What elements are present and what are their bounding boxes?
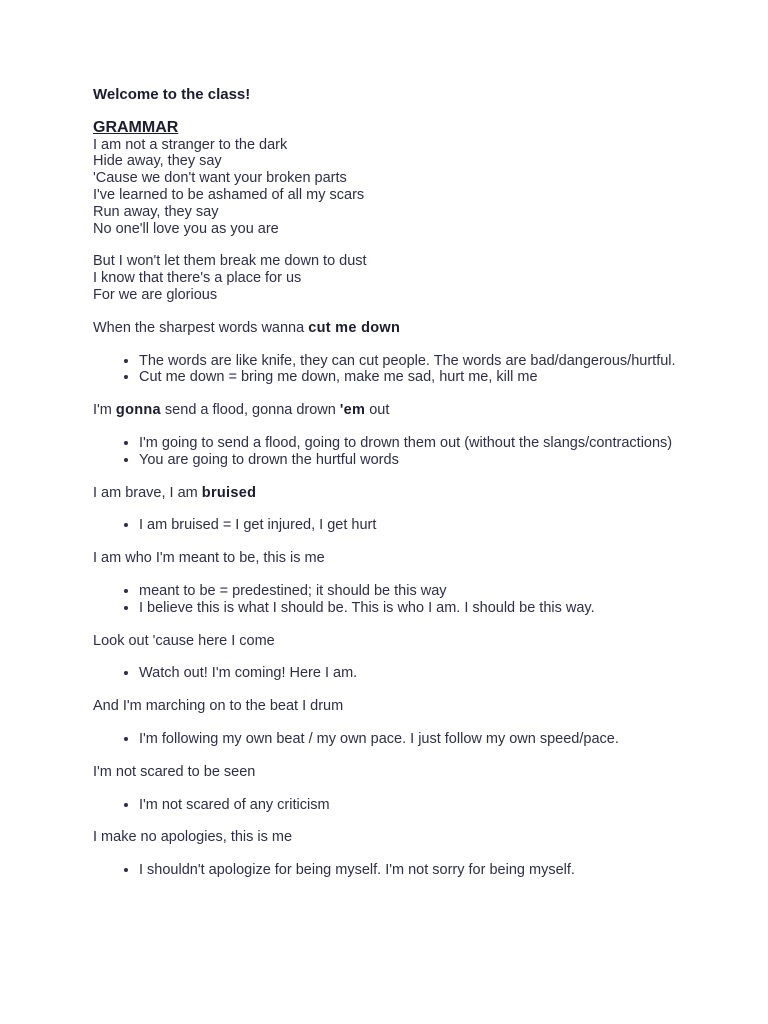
page-title: Welcome to the class!	[93, 86, 251, 103]
lyric-key-phrase: gonna	[115, 402, 161, 419]
verse-paragraph	[93, 253, 713, 303]
verse-line: No one'll love you as you are	[93, 220, 279, 237]
lyric-text: send a flood, gonna drown	[160, 402, 340, 419]
verse-line: But I won't let them break me down to dust	[93, 253, 367, 270]
notes-list	[93, 862, 713, 879]
verses-container	[93, 137, 713, 304]
notes-list	[93, 731, 713, 748]
lyric-line	[93, 550, 713, 567]
verse-line: I am not a stranger to the dark	[93, 136, 288, 153]
note-item: • You are going to drown the hurtful words	[139, 452, 713, 469]
note-item: • Cut me down = bring me down, make me sad, hurt me, kill me	[139, 369, 713, 386]
verse-line: I know that there's a place for us	[93, 270, 302, 287]
lyric-line	[93, 764, 713, 781]
notes-list	[93, 353, 713, 387]
lyric-line	[93, 402, 713, 419]
lyric-text: I'm	[93, 402, 116, 419]
notes-list	[93, 435, 713, 469]
note-item: • I'm following my own beat / my own pace. I just follow my own speed/pace.	[139, 731, 713, 748]
lyric-line	[93, 633, 713, 650]
notes-list	[93, 583, 713, 617]
document-body	[93, 87, 713, 895]
section-heading: GRAMMAR	[93, 118, 179, 136]
lyric-line	[93, 320, 713, 337]
notes-list	[93, 517, 713, 534]
note-item: • I'm going to send a flood, going to drown them out (without the slangs/contractions)	[139, 435, 713, 452]
notes-list	[93, 797, 713, 814]
notes-list	[93, 665, 713, 682]
note-item: • I'm not scared of any criticism	[139, 797, 713, 814]
lyric-key-phrase: bruised	[201, 484, 257, 501]
note-item: • The words are like knife, they can cut people. The words are bad/dangerous/hurtful.	[139, 353, 713, 370]
lyric-key-phrase: 'em	[339, 402, 366, 419]
lyric-text: And I'm marching on to the beat I drum	[93, 698, 344, 715]
lyric-text: I'm not scared to be seen	[93, 763, 256, 780]
lyric-text: Look out 'cause here I come	[93, 632, 275, 649]
note-item: • I am bruised = I get injured, I get hurt	[139, 517, 713, 534]
note-item: • meant to be = predestined; it should be this way	[139, 583, 713, 600]
lyric-text: I am brave, I am	[93, 484, 202, 501]
lyric-line	[93, 698, 713, 715]
lyric-text: I make no apologies, this is me	[93, 829, 293, 846]
lyric-line	[93, 485, 713, 502]
verse-line: 'Cause we don't want your broken parts	[93, 170, 347, 187]
note-item: • I shouldn't apologize for being myself. I'm not sorry for being myself.	[139, 862, 713, 879]
verse-line: Hide away, they say	[93, 153, 222, 170]
sections-container	[93, 320, 713, 879]
lyric-text: When the sharpest words wanna	[93, 319, 309, 336]
note-item: • Watch out! I'm coming! Here I am.	[139, 665, 713, 682]
lyric-text: I am who I'm meant to be, this is me	[93, 550, 325, 567]
note-item: • I believe this is what I should be. This is who I am. I should be this way.	[139, 600, 713, 617]
verse-line: Run away, they say	[93, 203, 219, 220]
verse-line: I've learned to be ashamed of all my scars	[93, 186, 365, 203]
lyric-key-phrase: cut me down	[308, 319, 401, 336]
verse-line: For we are glorious	[93, 286, 218, 303]
lyric-text: out	[365, 402, 390, 419]
lyric-line	[93, 829, 713, 846]
verse-paragraph	[93, 137, 713, 238]
